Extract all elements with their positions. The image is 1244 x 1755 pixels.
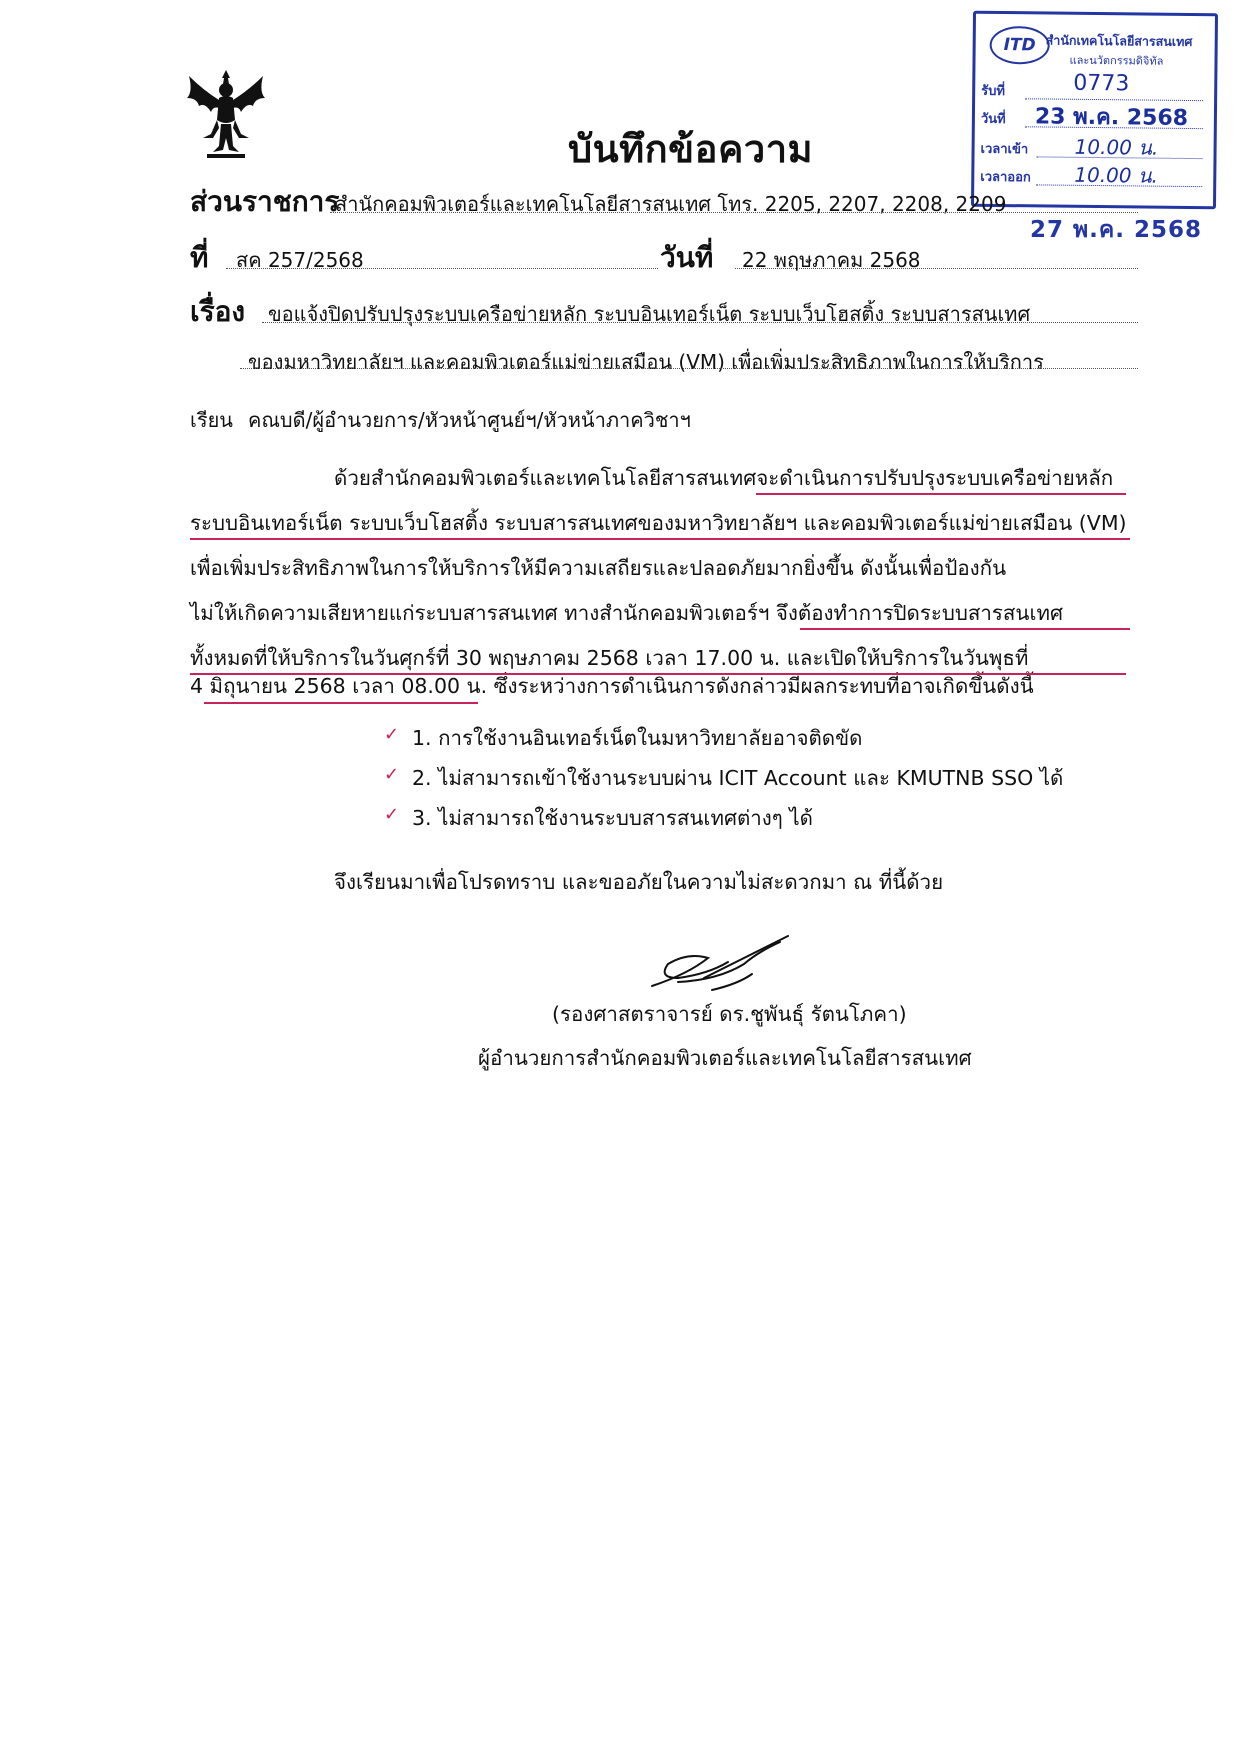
second-date-stamp: 27 พ.ค. 2568: [1030, 217, 1203, 243]
stamp-org-line1: สำนักเทคโนโลยีสารสนเทศ: [1045, 32, 1193, 50]
body-line-5: ทั้งหมดที่ให้บริการในวันศุกร์ที่ 30 พฤษภาคม 2568 เวลา 17.00 น. และเปิดให้บริการในวันพุธที่: [190, 646, 1029, 670]
ref-number: สค 257/2568: [236, 248, 364, 272]
stamp-time-in: 10.00 น.: [1074, 134, 1159, 160]
check-mark-icon: ✓: [384, 764, 400, 785]
check-mark-icon: ✓: [384, 804, 400, 825]
underline-mark: [190, 538, 1130, 540]
underline-mark: [204, 702, 478, 704]
stamp-received-no: 0773: [1073, 70, 1130, 97]
agency-label: ส่วนราชการ: [190, 185, 340, 218]
itd-logo: ITD: [989, 26, 1049, 65]
subject-line-1: ขอแจ้งปิดปรับปรุงระบบเครือข่ายหลัก ระบบอินเทอร์เน็ต ระบบเว็บโฮสติ้ง ระบบสารสนเทศ: [268, 302, 1031, 326]
garuda-emblem-icon: [183, 68, 269, 160]
closing-line: จึงเรียนมาเพื่อโปรดทราบ และขออภัยในความไม่สะดวกมา ณ ที่นี้ด้วย: [334, 870, 944, 894]
stamp-time-in-label: เวลาเข้า: [980, 141, 1029, 158]
ref-label: ที่: [190, 241, 209, 274]
body-line-3: เพื่อเพิ่มประสิทธิภาพในการให้บริการให้มีความเสถียรและปลอดภัยมากยิ่งขึ้น ดังนั้นเพื่อป้องกัน: [190, 556, 1007, 580]
date-label: วันที่: [660, 241, 714, 274]
salutation-value: คณบดี/ผู้อำนวยการ/หัวหน้าศูนย์ฯ/หัวหน้าภาควิชาฯ: [248, 408, 691, 432]
body-line-1: ด้วยสำนักคอมพิวเตอร์และเทคโนโลยีสารสนเทศจะดำเนินการปรับปรุงระบบเครือข่ายหลัก: [334, 466, 1114, 490]
date-value: 22 พฤษภาคม 2568: [742, 248, 921, 272]
stamp-received-no-label: รับที่: [981, 83, 1006, 100]
stamp-time-out-label: เวลาออก: [980, 169, 1031, 186]
impact-item-3: 3. ไม่สามารถใช้งานระบบสารสนเทศต่างๆ ได้: [412, 806, 813, 830]
body-line-4: ไม่ให้เกิดความเสียหายแก่ระบบสารสนเทศ ทางสำนักคอมพิวเตอร์ฯ จึงต้องทำการปิดระบบสารสนเทศ: [190, 601, 1063, 625]
salutation-label: เรียน: [190, 408, 233, 432]
subject-line-2: ของมหาวิทยาลัยฯ และคอมพิวเตอร์แม่ข่ายเสมือน (VM) เพื่อเพิ่มประสิทธิภาพในการให้บริการ: [248, 350, 1044, 374]
stamp-date-label: วันที่: [980, 111, 1006, 128]
underline-mark: [190, 673, 1126, 675]
signatory-position: ผู้อำนวยการสำนักคอมพิวเตอร์และเทคโนโลยีสารสนเทศ: [478, 1046, 972, 1070]
stamp-time-out: 10.00 น.: [1074, 162, 1159, 188]
stamp-date-value: 23 พ.ค. 2568: [1034, 104, 1189, 131]
impact-item-2: 2. ไม่สามารถเข้าใช้งานระบบผ่าน ICIT Account และ KMUTNB SSO ได้: [412, 766, 1064, 790]
check-mark-icon: ✓: [384, 724, 400, 745]
underline-mark: [800, 628, 1130, 630]
impact-item-1: 1. การใช้งานอินเทอร์เน็ตในมหาวิทยาลัยอาจติดขัด: [412, 726, 863, 750]
underline-mark: [756, 493, 1126, 495]
stamp-org-line2: และนวัตกรรมดิจิทัล: [1069, 53, 1164, 68]
signature-scribble: [648, 934, 798, 1000]
subject-label: เรื่อง: [190, 295, 246, 328]
agency-value: สำนักคอมพิวเตอร์และเทคโนโลยีสารสนเทศ โทร. 2205, 2207, 2208, 2209: [335, 192, 1007, 216]
body-line-6-text: 4 มิถุนายน 2568 เวลา 08.00 น. ซึ่งระหว่างการดำเนินการดังกล่าวมีผลกระทบที่อาจเกิดขึ้นดังนี้: [190, 674, 1034, 698]
memo-title: บันทึกข้อความ: [568, 127, 814, 171]
body-line-2: ระบบอินเทอร์เน็ต ระบบเว็บโฮสติ้ง ระบบสารสนเทศของมหาวิทยาลัยฯ และคอมพิวเตอร์แม่ข่ายเสมือน (VM): [190, 511, 1127, 535]
signatory-name: (รองศาสตราจารย์ ดร.ชูพันธุ์ รัตนโภคา): [552, 1002, 907, 1026]
received-stamp: [971, 11, 1218, 210]
